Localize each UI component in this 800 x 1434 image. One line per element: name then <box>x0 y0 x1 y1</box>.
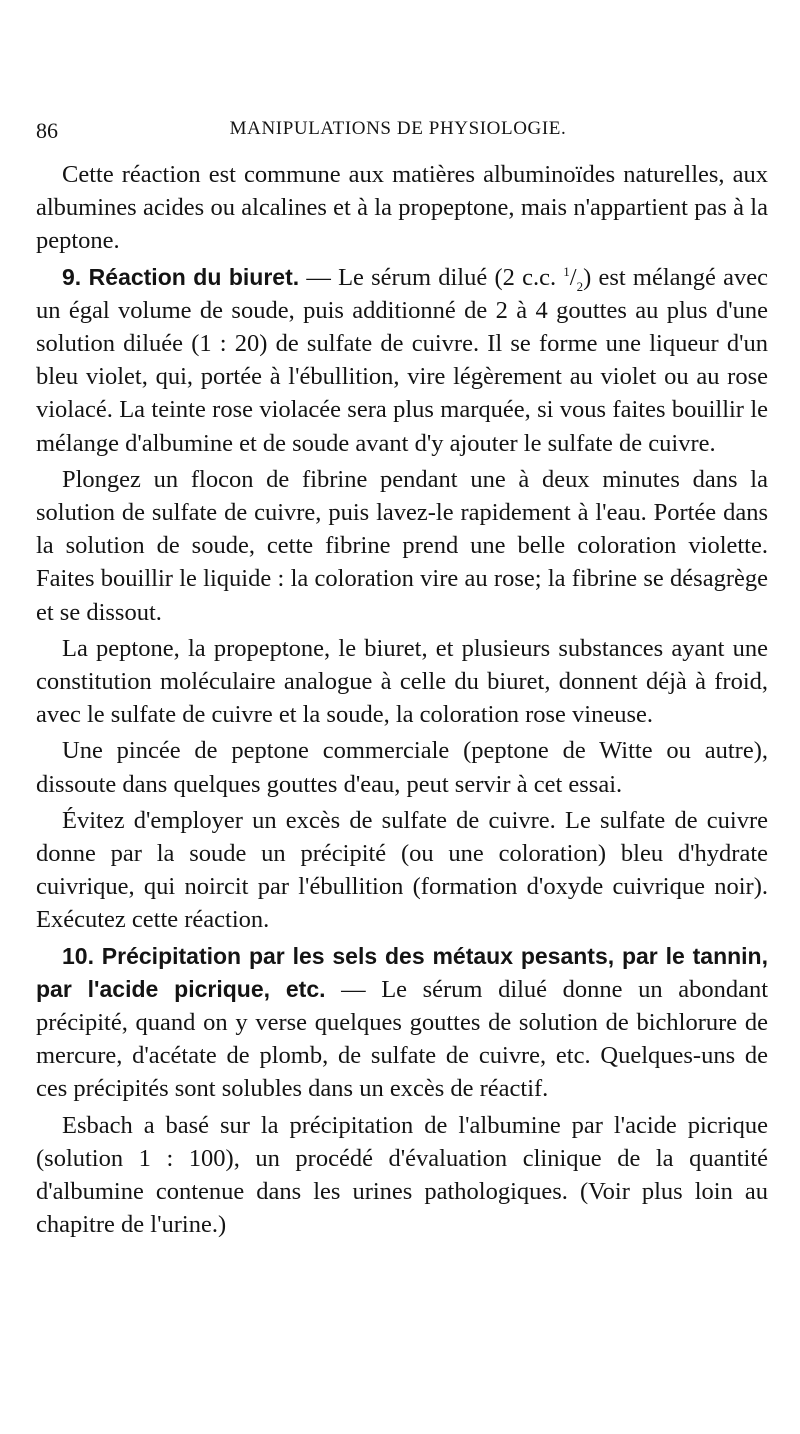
section-heading-biuret: 9. Réaction du biuret. <box>62 263 300 290</box>
fraction-denominator: 2 <box>576 278 584 294</box>
paragraph-biuret-reaction <box>36 261 768 460</box>
body-text <box>36 158 768 1242</box>
precipitation-text: — Le sérum dilué donne un abondant précipité, quand on y verse quelques gouttes de solution de bichlorure de mercure, d'acétate de plomb, de sulfate de cuivre, etc. Quelques-uns de ces précipités sont solubles dans un excès de réactif. <box>36 975 768 1103</box>
page-number: 86 <box>36 118 58 143</box>
biuret-text-start: — Le sérum dilué (2 c.c. <box>299 263 564 291</box>
paragraph-albuminoid-reaction: Cette réaction est commune aux matières albuminoïdes naturelles, aux albumines acides ou alcalines et à la propeptone, mais n'appartient pas à la peptone. <box>36 161 768 255</box>
paragraph-commercial-peptone: Une pincée de peptone commerciale (peptone de Witte ou autre), dissoute dans quelques gouttes d'eau, peut servir à cet essai. <box>36 737 768 798</box>
running-title: MANIPULATIONS DE PHYSIOLOGIE. <box>229 118 567 139</box>
paragraph-fibrin-flake: Plongez un flocon de fibrine pendant une à deux minutes dans la solution de sulfate de cuivre, puis lavez-le rapidement à l'eau. Portée dans la solution de soude, cette fibrine prend une belle coloration violette. Faites bouillir le liquide : la coloration vire au rose; la fibrine se désagrège et se dissout. <box>36 465 768 626</box>
section-heading-precipitation: 10. Précipitation par les sels des métaux pesants, par le tannin, par l'acide picrique, etc. <box>36 942 768 1002</box>
paragraph-peptone-substances: La peptone, la propeptone, le biuret, et plusieurs substances ayant une constitution moléculaire analogue à celle du biuret, donnent déjà à froid, avec le sulfate de cuivre et la soude, la coloration rose vineuse. <box>36 634 768 729</box>
paragraph-esbach-method: Esbach a basé sur la précipitation de l'albumine par l'acide picrique (solution 1 : 100), un procédé d'évaluation clinique de la quantité d'albumine contenue dans les urines pathologiques. (Voir plus loin au chapitre de l'urine.) <box>36 1111 768 1239</box>
fraction-numerator: 1 <box>563 263 570 279</box>
paragraph-copper-excess: Évitez d'employer un excès de sulfate de cuivre. Le sulfate de cuivre donne par la soude un précipité (ou une coloration) bleu d'hydrate cuivrique, qui noircit par l'ébullition (formation d'oxyde cuivrique noir). Exécutez cette réaction. <box>36 806 768 934</box>
fraction-separator: / <box>569 263 577 291</box>
paragraph-heavy-metal-precipitation <box>36 940 768 1106</box>
page-header <box>36 118 760 142</box>
biuret-text-rest: ) est mélangé avec un égal volume de soude, puis additionné de 2 à 4 gouttes au plus d'une solution diluée (1 : 20) de sulfate de cuivre. Il se forme une liqueur d'un bleu violet, qui, portée à l'ébullition, vire légèrement au violet ou au rose violacé. La teinte rose violacée sera plus marquée, si vous faites bouillir le mélange d'albumine et de soude avant d'y ajouter le sulfate de cuivre. <box>36 263 768 457</box>
